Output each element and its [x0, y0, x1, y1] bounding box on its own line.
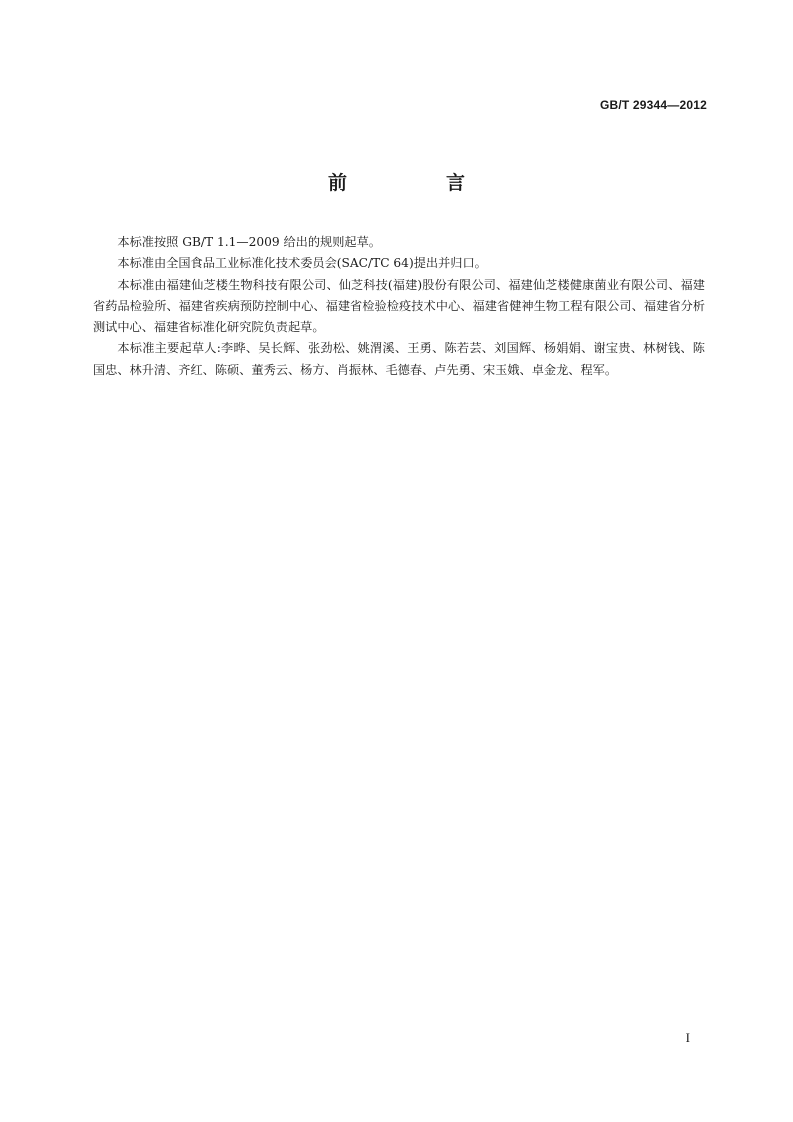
paragraph-drafting-rules: 本标准按照 GB/T 1.1—2009 给出的规则起草。	[117, 235, 381, 249]
paragraph-drafting-units: 本标准由福建仙芝楼生物科技有限公司、仙芝科技(福建)股份有限公司、福建仙芝楼健康菌业有限公司、福建省药品检验所、福建省疾病预防控制中心、福建省检验检疫技术中心、福建省健神生物工程有限公司、福建省分析测试中心、福建省标准化研究院负责起草。	[93, 277, 705, 335]
page-title: 前 言	[327, 172, 505, 194]
page-number: I	[685, 1030, 690, 1045]
paragraph-proposer: 本标准由全国食品工业标准化技术委员会(SAC/TC 64)提出并归口。	[117, 256, 487, 271]
standard-number: GB/T 29344—2012	[599, 98, 707, 112]
foreword-body	[93, 232, 705, 381]
paragraph-drafters: 本标准主要起草人:李晔、吴长辉、张劲松、姚渭溪、王勇、陈若芸、刘国辉、杨娟娟、谢宝贵、林树钱、陈国忠、林升清、齐红、陈硕、董秀云、杨方、肖振林、毛德春、卢先勇、宋玉娥、卓金龙、程军。	[93, 341, 705, 377]
